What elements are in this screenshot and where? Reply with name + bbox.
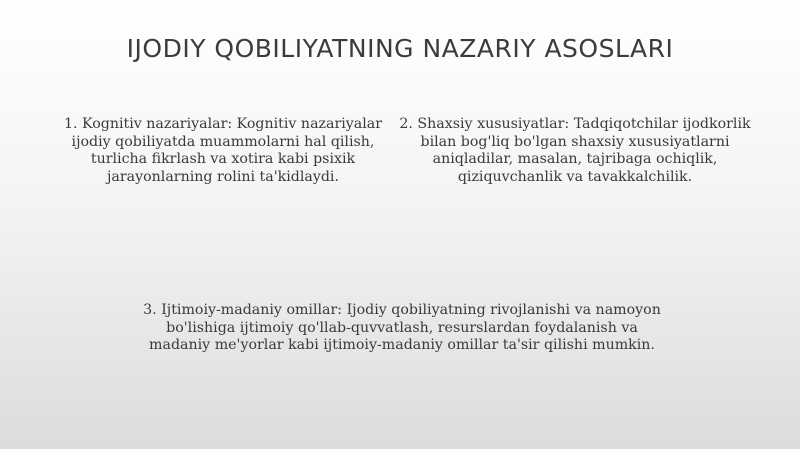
point-sociocultural-factors: 3. Ijtimoiy-madaniy omillar: Ijodiy qobiliyatning rivojlanishi va namoyon bo'lishiga ijtimoiy qo'llab-quvvatlash, resurslardan foydalanish va madaniy me'yorlar kabi ijtimoiy-madaniy omillar ta'sir qilishi mumkin. bbox=[143, 302, 661, 353]
slide-title: IJODIY QOBILIYATNING NAZARIY ASOSLARI bbox=[126, 34, 674, 63]
point-cognitive-theories: 1. Kognitiv nazariyalar: Kognitiv nazariyalar ijodiy qobiliyatda muammolarni hal qilish, turlicha fikrlash va xotira kabi psixik jarayonlarning rolini ta'kidlaydi. bbox=[63, 116, 383, 185]
point-personal-traits: 2. Shaxsiy xususiyatlar: Tadqiqotchilar ijodkorlik bilan bog'liq bo'lgan shaxsiy xususiyatlarni aniqladilar, masalan, tajribaga ochiqlik, qiziquvchanlik va tavakkalchilik. bbox=[399, 116, 751, 185]
